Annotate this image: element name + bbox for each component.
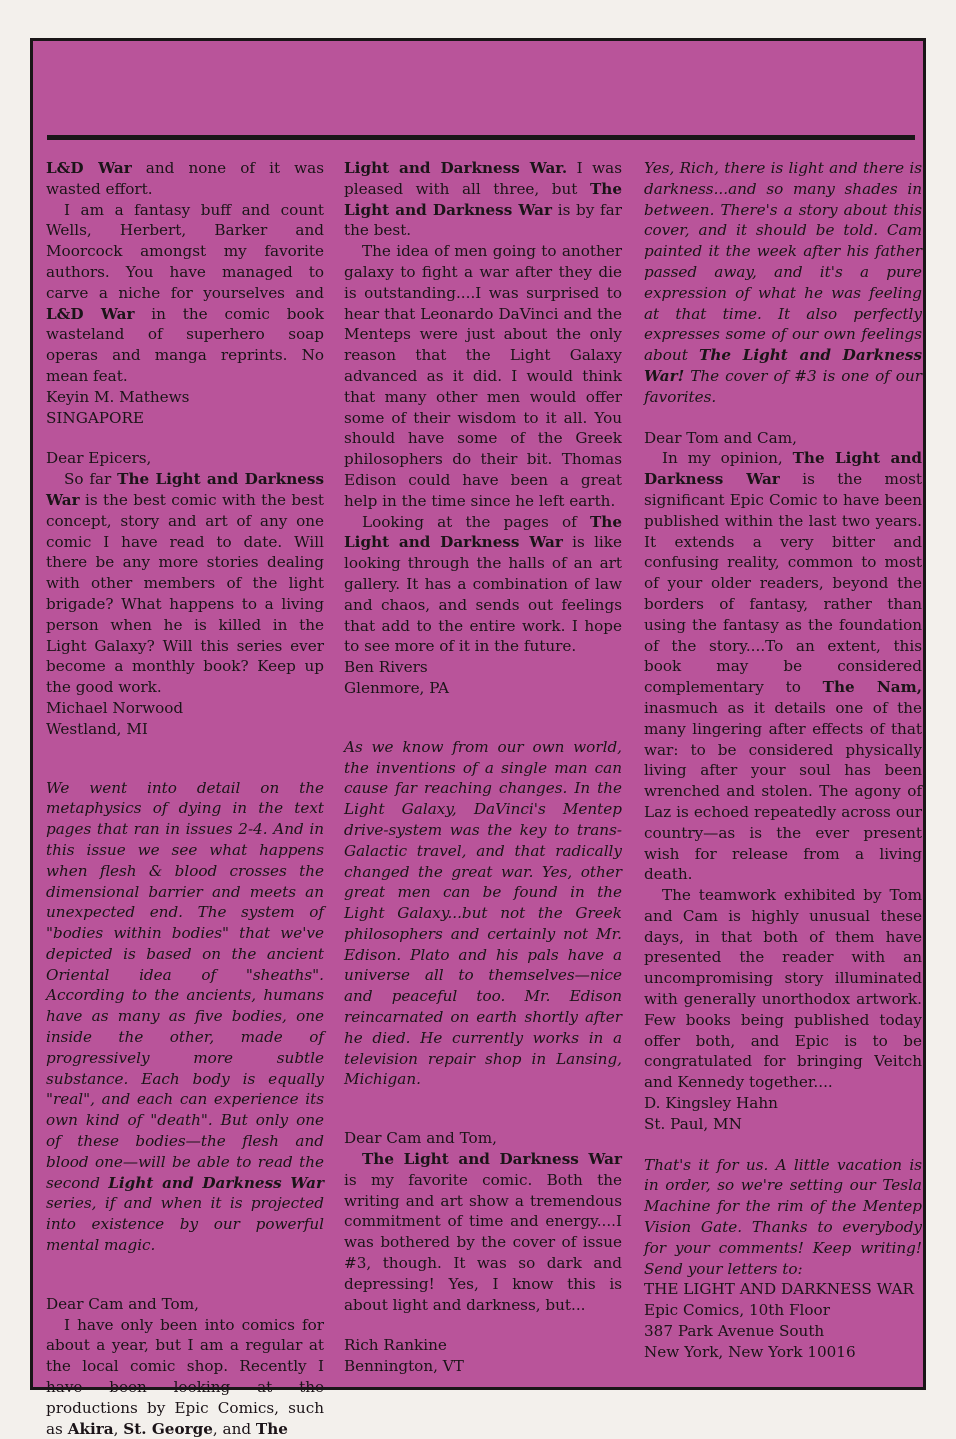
letter-1-paragraph: I am a fantasy buff and count Wells, Herbert, Barker and Moorcock amongst my favorite authors. You have managed to carve a niche for yourselves and L&D War in the comic book wasteland of superhero soap operas and manga reprints. No mean feat. <box>46 200 324 385</box>
column-3 <box>644 158 922 1363</box>
editor-reply-3: Yes, Rich, there is light and there is darkness...and so many shades in between. There's a story about this cover, and it should be told. Cam painted it the week after his father passed away, and it's a pure expression of what he was feeling at that time. It also perfectly expresses some of our own feelings about The Light and Darkness War! The cover of #3 is one of our favorites. <box>644 159 922 406</box>
letter-3-paragraph: I have only been into comics for about a year, but I am a regular at the local comic shop. Recently I have been looking at the productions by Epic Comics, such as Akira, St. George, and The <box>46 1315 324 1438</box>
address-line-2: Epic Comics, 10th Floor <box>644 1301 830 1320</box>
column-2 <box>344 158 622 1377</box>
letter-2-signature-place: Westland, MI <box>46 719 148 738</box>
header-rule <box>47 135 915 140</box>
letter-2-signature-name: Michael Norwood <box>46 698 184 717</box>
column-1 <box>46 158 324 1439</box>
letter-1-ending: L&D War and none of it was wasted effort. <box>46 159 324 198</box>
letter-1-signature-name: Keyin M. Mathews <box>46 387 190 406</box>
letter-5-signature-name: D. Kingsley Hahn <box>644 1094 778 1113</box>
letter-5-paragraph-2: The teamwork exhibited by Tom and Cam is highly unusual these days, in that both of them have presented the reader with an uncompromising story illuminated with generally unorthodox artwork. Few books being published today offer both, and Epic is to be congratulated for bringing Veitch and Kennedy together.... <box>644 886 922 1092</box>
address-line-1: THE LIGHT AND DARKNESS WAR <box>644 1280 914 1299</box>
letter-3-continued: Light and Darkness War. I was pleased with all three, but The Light and Darkness War is by far the best. <box>344 159 622 240</box>
editor-closing: That's it for us. A little vacation is in order, so we're setting our Tesla Machine for the rim of the Mentep Vision Gate. Thanks to everybody for your comments! Keep writing! Send your letters to: <box>644 1155 922 1278</box>
letter-2-salutation: Dear Epicers, <box>46 449 152 468</box>
letter-3-paragraph-2: The idea of men going to another galaxy to fight a war after they die is outstanding....I was surprised to hear that Leonardo DaVinci and the Menteps were just about the only reason that the Light Galaxy advanced as it did. I would think that many other men would offer some of their wisdom to it all. You should have some of the Greek philosophers do their bit. Thomas Edison could have been a great help in the time since he left earth. <box>344 242 622 510</box>
address-line-3: 387 Park Avenue South <box>644 1322 825 1341</box>
letter-3-salutation: Dear Cam and Tom, <box>46 1294 199 1313</box>
address-line-4: New York, New York 10016 <box>644 1342 856 1361</box>
editor-reply-1: We went into detail on the metaphysics of dying in the text pages that ran in issues 2-4. And in this issue we see what happens when flesh & blood crosses the dimensional barrier and meets an unexpected end. The system of "bodies within bodies" that we've depicted is based on the ancient Oriental idea of "sheaths". According to the ancients, humans have as many as five bodies, one inside the other, made of progressively more subtle substance. Each body is equally "real", and each can experience its own kind of "death". But only one of these bodies—the flesh and blood one—will be able to read the second Light and Darkness War series, if and when it is projected into existence by our powerful mental magic. <box>46 778 324 1255</box>
letter-4-signature-place: Bennington, VT <box>344 1357 464 1376</box>
editor-reply-2: As we know from our own world, the inventions of a single man can cause far reaching changes. In the Light Galaxy, DaVinci's Mentep drive-system was the key to trans-Galactic travel, and that radically changed the great war. Yes, other great men can be found in the Light Galaxy...but not the Greek philosophers and certainly not Mr. Edison. Plato and his pals have a universe all to themselves—nice and peaceful too. Mr. Edison reincarnated on earth shortly after he died. He currently works in a television repair shop in Lansing, Michigan. <box>344 737 622 1089</box>
letter-3-paragraph-3: Looking at the pages of The Light and Darkness War is like looking through the halls of an art gallery. It has a combination of law and chaos, and sends out feelings that add to the entire work. I hope to see more of it in the future. <box>344 512 622 656</box>
letter-1-signature-place: SINGAPORE <box>46 408 144 427</box>
letter-2-paragraph: So far The Light and Darkness War is the best comic with the best concept, story and art of any one comic I have read to date. Will there be any more stories dealing with other members of the light brigade? What happens to a living person when he is killed in the Light Galaxy? Will this series ever become a monthly book? Keep up the good work. <box>46 470 325 697</box>
letter-4-salutation: Dear Cam and Tom, <box>344 1129 497 1148</box>
letter-5-paragraph: In my opinion, The Light and Darkness War is the most significant Epic Comic to have been published within the last two years. It extends a very bitter and confusing reality, common to most of your older readers, beyond the borders of fantasy, rather than using the fantasy as the foundation of the story....To an extent, this book may be considered complementary to The Nam, inasmuch as it details one of the many lingering after effects of that war: to be considered physically living after your soul has been wrenched and stolen. The agony of Laz is echoed repeatedly across our country—as is the ever present wish for release from a living death. <box>644 449 922 884</box>
letter-5-signature-place: St. Paul, MN <box>644 1114 742 1133</box>
letters-page <box>30 38 926 1438</box>
letter-5-salutation: Dear Tom and Cam, <box>644 428 797 447</box>
letter-3-signature-name: Ben Rivers <box>344 658 428 677</box>
letter-4-paragraph: The Light and Darkness War is my favorite comic. Both the writing and art show a tremendous commitment of time and energy....I was bothered by the cover of issue #3, though. It was so dark and depressing! Yes, I know this is about light and darkness, but... <box>344 1150 622 1314</box>
letter-4-signature-name: Rich Rankine <box>344 1336 447 1355</box>
letter-3-signature-place: Glenmore, PA <box>344 678 449 697</box>
